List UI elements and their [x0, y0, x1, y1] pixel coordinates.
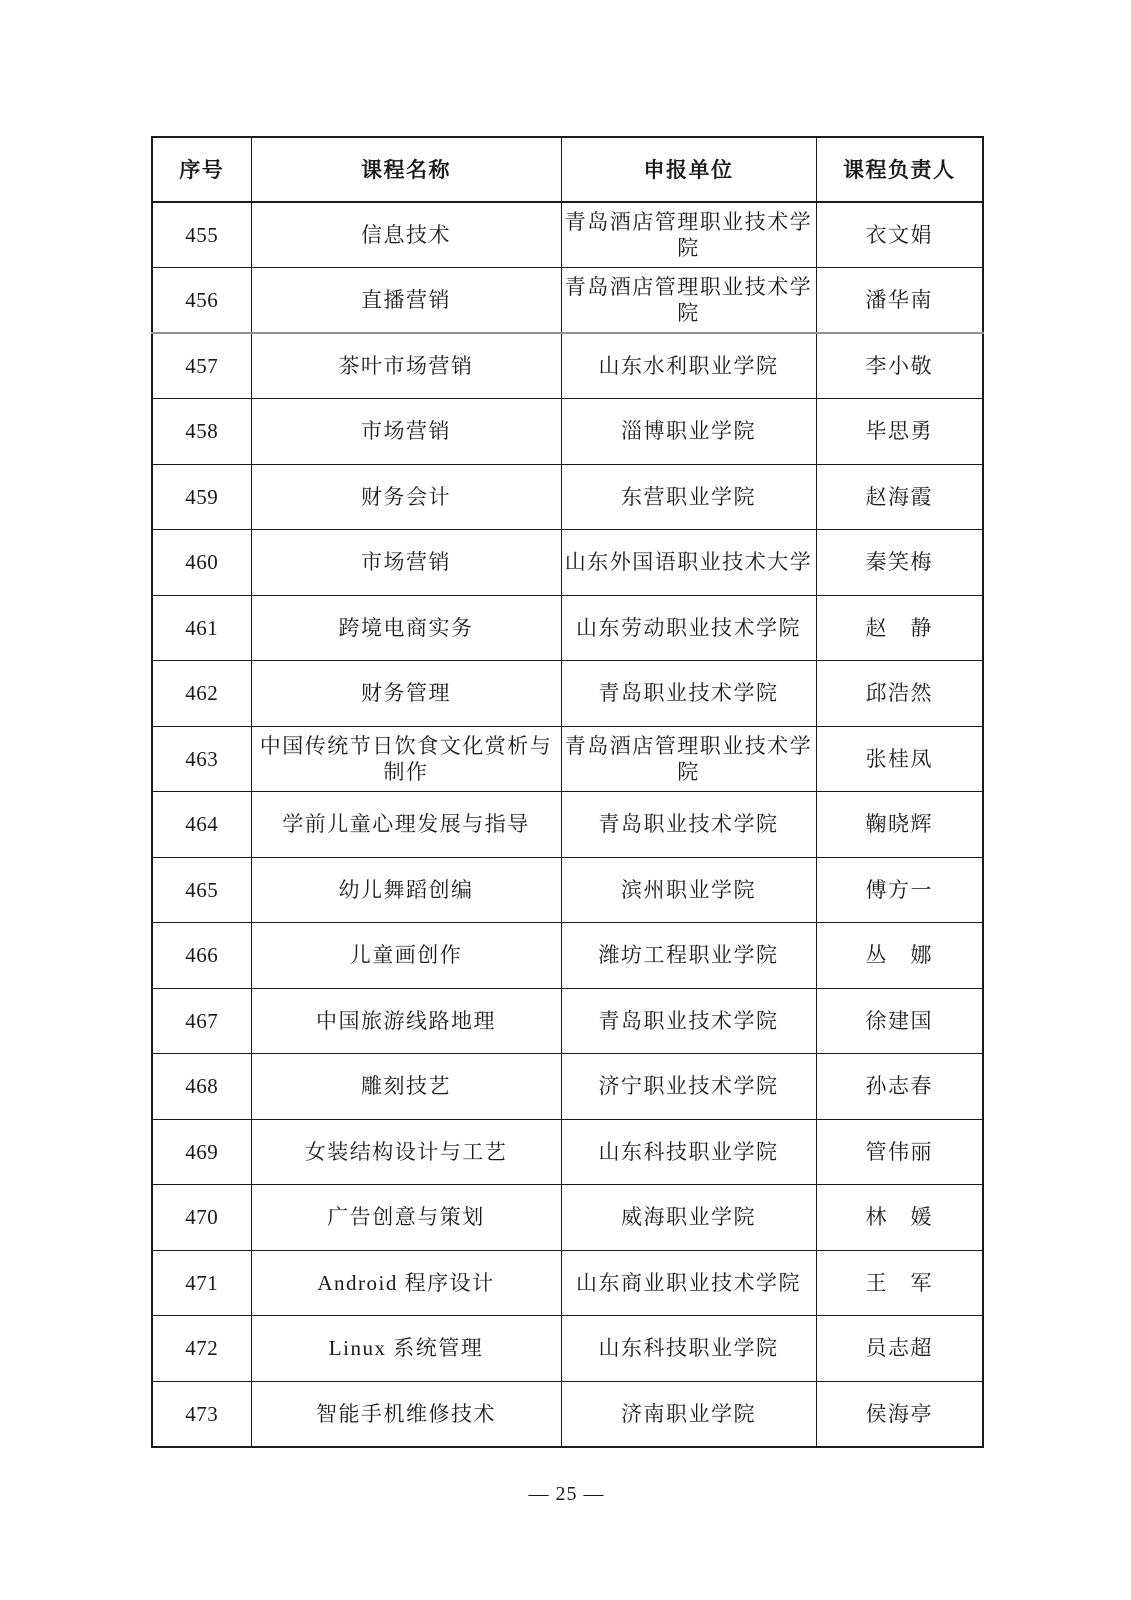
course-name-cell: 直播营销: [251, 268, 561, 334]
serial-number-cell: 465: [152, 857, 251, 923]
table-row: [152, 530, 983, 596]
serial-number-cell: 460: [152, 530, 251, 596]
course-leader-cell: 傅方一: [816, 857, 983, 923]
serial-number-cell: 464: [152, 792, 251, 858]
course-leader-cell: 赵 静: [816, 595, 983, 661]
serial-number-cell: 471: [152, 1250, 251, 1316]
serial-number-cell: 473: [152, 1381, 251, 1447]
applicant-unit-cell: 威海职业学院: [561, 1185, 816, 1251]
applicant-unit-cell: 青岛职业技术学院: [561, 661, 816, 727]
course-name-cell: 智能手机维修技术: [251, 1381, 561, 1447]
course-leader-cell: 李小敬: [816, 333, 983, 399]
table-row: [152, 988, 983, 1054]
serial-number-cell: 463: [152, 726, 251, 792]
table-body: [152, 202, 983, 1447]
table-row: [152, 1316, 983, 1382]
applicant-unit-cell: 青岛酒店管理职业技术学院: [561, 268, 816, 334]
course-name-cell: Linux 系统管理: [251, 1316, 561, 1382]
course-leader-cell: 孙志春: [816, 1054, 983, 1120]
applicant-unit-cell: 山东劳动职业技术学院: [561, 595, 816, 661]
table-header: [152, 137, 983, 202]
table-row: [152, 1250, 983, 1316]
course-name-cell: 中国旅游线路地理: [251, 988, 561, 1054]
serial-number-cell: 455: [152, 202, 251, 268]
course-leader-cell: 管伟丽: [816, 1119, 983, 1185]
applicant-unit-cell: 东营职业学院: [561, 464, 816, 530]
course-leader-cell: 衣文娟: [816, 202, 983, 268]
course-name-cell: 跨境电商实务: [251, 595, 561, 661]
serial-number-cell: 468: [152, 1054, 251, 1120]
serial-number-cell: 462: [152, 661, 251, 727]
course-name-cell: 学前儿童心理发展与指导: [251, 792, 561, 858]
course-name-cell: 女装结构设计与工艺: [251, 1119, 561, 1185]
applicant-unit-cell: 山东外国语职业技术大学: [561, 530, 816, 596]
table-row: [152, 857, 983, 923]
table-row: [152, 661, 983, 727]
course-leader-cell: 潘华南: [816, 268, 983, 334]
course-name-cell: 财务会计: [251, 464, 561, 530]
course-name-cell: 市场营销: [251, 399, 561, 465]
course-leader-cell: 林 媛: [816, 1185, 983, 1251]
column-header-course-name: 课程名称: [251, 137, 561, 202]
applicant-unit-cell: 淄博职业学院: [561, 399, 816, 465]
course-name-cell: 市场营销: [251, 530, 561, 596]
applicant-unit-cell: 青岛职业技术学院: [561, 792, 816, 858]
course-leader-cell: 侯海亭: [816, 1381, 983, 1447]
course-approval-table: [151, 136, 984, 1448]
course-leader-cell: 赵海霞: [816, 464, 983, 530]
header-row: [152, 137, 983, 202]
serial-number-cell: 470: [152, 1185, 251, 1251]
table-row: [152, 792, 983, 858]
applicant-unit-cell: 潍坊工程职业学院: [561, 923, 816, 989]
applicant-unit-cell: 山东科技职业学院: [561, 1119, 816, 1185]
serial-number-cell: 472: [152, 1316, 251, 1382]
table-row: [152, 464, 983, 530]
serial-number-cell: 458: [152, 399, 251, 465]
applicant-unit-cell: 济南职业学院: [561, 1381, 816, 1447]
applicant-unit-cell: 青岛酒店管理职业技术学院: [561, 726, 816, 792]
applicant-unit-cell: 滨州职业学院: [561, 857, 816, 923]
course-leader-cell: 张桂凤: [816, 726, 983, 792]
course-leader-cell: 丛 娜: [816, 923, 983, 989]
applicant-unit-cell: 山东水利职业学院: [561, 333, 816, 399]
table-row: [152, 1185, 983, 1251]
table-row: [152, 726, 983, 792]
applicant-unit-cell: 济宁职业技术学院: [561, 1054, 816, 1120]
course-name-cell: 茶叶市场营销: [251, 333, 561, 399]
serial-number-cell: 467: [152, 988, 251, 1054]
table-row: [152, 202, 983, 268]
course-leader-cell: 员志超: [816, 1316, 983, 1382]
serial-number-cell: 469: [152, 1119, 251, 1185]
table-row: [152, 1054, 983, 1120]
table-row: [152, 1381, 983, 1447]
column-header-serial-number: 序号: [152, 137, 251, 202]
table-row: [152, 1119, 983, 1185]
serial-number-cell: 461: [152, 595, 251, 661]
course-name-cell: 中国传统节日饮食文化赏析与制作: [251, 726, 561, 792]
course-leader-cell: 毕思勇: [816, 399, 983, 465]
course-leader-cell: 鞠晓辉: [816, 792, 983, 858]
applicant-unit-cell: 青岛职业技术学院: [561, 988, 816, 1054]
course-name-cell: 儿童画创作: [251, 923, 561, 989]
course-name-cell: Android 程序设计: [251, 1250, 561, 1316]
serial-number-cell: 457: [152, 333, 251, 399]
course-name-cell: 广告创意与策划: [251, 1185, 561, 1251]
table-row: [152, 268, 983, 334]
column-header-course-leader: 课程负责人: [816, 137, 983, 202]
applicant-unit-cell: 山东科技职业学院: [561, 1316, 816, 1382]
page-number: — 25 —: [528, 1483, 605, 1505]
column-header-applicant-unit: 申报单位: [561, 137, 816, 202]
course-leader-cell: 徐建国: [816, 988, 983, 1054]
table-row: [152, 333, 983, 399]
course-name-cell: 幼儿舞蹈创编: [251, 857, 561, 923]
course-leader-cell: 秦笑梅: [816, 530, 983, 596]
table-row: [152, 399, 983, 465]
course-name-cell: 财务管理: [251, 661, 561, 727]
table-row: [152, 923, 983, 989]
serial-number-cell: 456: [152, 268, 251, 334]
table-row: [152, 595, 983, 661]
course-leader-cell: 邱浩然: [816, 661, 983, 727]
serial-number-cell: 466: [152, 923, 251, 989]
applicant-unit-cell: 青岛酒店管理职业技术学院: [561, 202, 816, 268]
course-name-cell: 信息技术: [251, 202, 561, 268]
course-name-cell: 雕刻技艺: [251, 1054, 561, 1120]
serial-number-cell: 459: [152, 464, 251, 530]
applicant-unit-cell: 山东商业职业技术学院: [561, 1250, 816, 1316]
course-leader-cell: 王 军: [816, 1250, 983, 1316]
